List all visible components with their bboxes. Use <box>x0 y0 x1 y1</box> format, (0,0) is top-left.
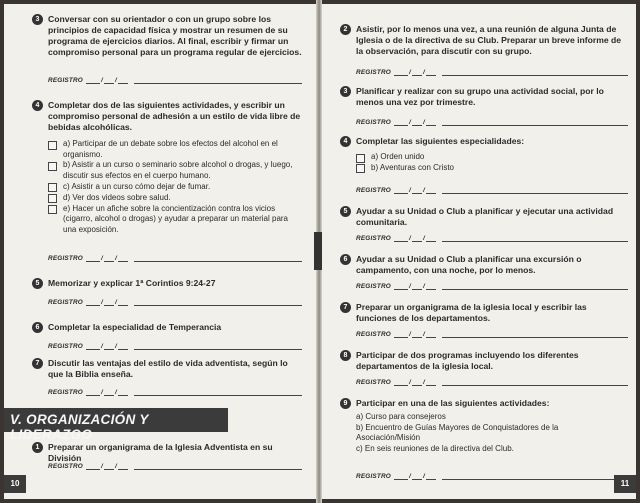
registro-line: REGISTRO / / <box>48 340 302 350</box>
item-text: Planificar y realizar con su grupo una actividad social, por lo menos una vez por trimestre. <box>356 86 604 107</box>
section-banner <box>4 408 228 442</box>
registro-line: REGISTRO / / <box>48 74 302 84</box>
registro-line: REGISTRO / / <box>356 116 628 126</box>
checkbox[interactable] <box>48 183 57 192</box>
right-page <box>322 4 636 499</box>
item-number-badge: 2 <box>340 24 351 35</box>
registro-line: REGISTRO / / <box>356 328 628 338</box>
option-item[interactable]: a) Participar de un debate sobre los efectos del alcohol en el organismo. <box>48 139 302 160</box>
item-number-badge: 1 <box>32 442 43 453</box>
page-number: 10 <box>4 475 26 493</box>
item-text: Ayudar a su Unidad o Club a planificar una excursión o campamento, con una noche, por lo menos. <box>356 254 582 275</box>
item-number-badge: 6 <box>32 322 43 333</box>
requirement-item <box>340 86 622 108</box>
requirement-item <box>340 206 622 228</box>
item-number-badge: 5 <box>340 206 351 217</box>
options-list <box>48 139 302 236</box>
requirement-item <box>340 136 622 147</box>
item-number-badge: 8 <box>340 350 351 361</box>
checkbox[interactable] <box>48 162 57 171</box>
requirement-item <box>32 322 304 333</box>
registro-line: REGISTRO / / <box>356 66 628 76</box>
registro-line: REGISTRO / / <box>356 280 628 290</box>
registro-label: REGISTRO <box>48 255 83 262</box>
requirement-item <box>340 398 622 409</box>
option-text: b) Encuentro de Guías Mayores de Conquistadores de la Asociación/Misión <box>356 422 559 443</box>
left-page <box>4 4 316 499</box>
registro-label: REGISTRO <box>48 463 83 470</box>
option-text: c) En seis reuniones de la directiva del Club. <box>356 443 514 453</box>
item-number-badge: 7 <box>32 358 43 369</box>
requirement-item <box>32 278 304 289</box>
requirement-item <box>32 358 304 380</box>
item-text: Participar de dos programas incluyendo los diferentes departamentos de la iglesia local. <box>356 350 579 371</box>
registro-label: REGISTRO <box>356 331 391 338</box>
requirement-item <box>32 100 304 133</box>
checkbox[interactable] <box>48 141 57 150</box>
section-title: V. ORGANIZACIÓN Y LIDERAZGO <box>10 412 149 442</box>
item-number-badge: 4 <box>32 100 43 111</box>
page-number: 11 <box>614 475 636 493</box>
requirement-item <box>340 254 622 276</box>
registro-label: REGISTRO <box>356 473 391 480</box>
registro-label: REGISTRO <box>356 187 391 194</box>
registro-label: REGISTRO <box>48 343 83 350</box>
registro-line: REGISTRO / / <box>356 376 628 386</box>
item-text: Completar dos de las siguientes actividades, y escribir un compromiso personal de adhesión a un estilo de vida libre de bebidas alcohólicas. <box>48 100 301 132</box>
registro-label: REGISTRO <box>356 283 391 290</box>
option-text: a) Curso para consejeros <box>356 412 446 421</box>
option-item[interactable]: d) Ver dos videos sobre salud. <box>48 193 302 204</box>
option-item[interactable]: b) Aventuras con Cristo <box>356 163 616 174</box>
registro-label: REGISTRO <box>48 389 83 396</box>
registro-label: REGISTRO <box>48 299 83 306</box>
requirement-item <box>340 24 622 57</box>
requirement-item <box>32 14 304 58</box>
registro-label: REGISTRO <box>356 379 391 386</box>
checkbox[interactable] <box>48 205 57 214</box>
item-text: Completar la especialidad de Temperancia <box>48 322 222 332</box>
checkbox[interactable] <box>356 154 365 163</box>
option-item[interactable]: e) Hacer un afiche sobre la concientización contra los vicios (cigarro, alcohol o drogas) y ayudar a preparar un material para una exposición. <box>48 204 302 236</box>
item-number-badge: 4 <box>340 136 351 147</box>
registro-line: REGISTRO / / <box>356 184 628 194</box>
item-text: Completar las siguientes especialidades: <box>356 136 525 146</box>
item-text: Preparar un organigrama de la Iglesia Adventista en su División <box>48 442 273 463</box>
item-number-badge: 3 <box>340 86 351 97</box>
item-number-badge: 5 <box>32 278 43 289</box>
option-item[interactable]: b) Asistir a un curso o seminario sobre alcohol o drogas, y luego, discutir sus efectos en el cuerpo humano. <box>48 160 302 181</box>
gutter-tab <box>314 232 322 270</box>
registro-line: REGISTRO / / <box>356 470 628 480</box>
option-item[interactable]: a) Orden unido <box>356 152 616 163</box>
registro-line: REGISTRO / / <box>356 232 628 242</box>
registro-line: REGISTRO / / <box>48 252 302 262</box>
registro-label: REGISTRO <box>48 77 83 84</box>
registro-line: REGISTRO / / <box>48 386 302 396</box>
options-list <box>356 152 616 174</box>
item-number-badge: 6 <box>340 254 351 265</box>
item-text: Conversar con su orientador o con un grupo sobre los principios de capacidad física y mostrar un resumen de su programa de ejercicios diarios. Al final, escribir y firmar un compromiso personal para un programa regular de ejercicios. <box>48 14 302 57</box>
option-item[interactable]: c) Asistir a un curso cómo dejar de fumar. <box>48 182 302 193</box>
item-number-badge: 7 <box>340 302 351 313</box>
item-text: Participar en una de las siguientes actividades: <box>356 398 550 408</box>
item-text: Preparar un organigrama de la iglesia local y escribir las funciones de los departamentos. <box>356 302 587 323</box>
plain-options-list <box>356 412 622 454</box>
item-number-badge: 9 <box>340 398 351 409</box>
item-text: Memorizar y explicar 1ª Corintios 9:24-27 <box>48 278 216 288</box>
requirement-item <box>340 302 622 324</box>
registro-line: REGISTRO / / <box>48 296 302 306</box>
registro-label: REGISTRO <box>356 119 391 126</box>
item-text: Asistir, por lo menos una vez, a una reunión de alguna Junta de Iglesia o de la directiva de su Club. Preparar un breve informe de la observación, para discutir con su grupo. <box>356 24 622 56</box>
registro-label: REGISTRO <box>356 235 391 242</box>
item-text: Discutir las ventajas del estilo de vida adventista, según lo que la Biblia enseña. <box>48 358 288 379</box>
registro-line: REGISTRO / / <box>48 460 302 470</box>
requirement-item <box>340 350 622 372</box>
registro-label: REGISTRO <box>356 69 391 76</box>
checkbox[interactable] <box>48 194 57 203</box>
item-text: Ayudar a su Unidad o Club a planificar y ejecutar una actividad comunitaria. <box>356 206 614 227</box>
item-number-badge: 3 <box>32 14 43 25</box>
checkbox[interactable] <box>356 164 365 173</box>
